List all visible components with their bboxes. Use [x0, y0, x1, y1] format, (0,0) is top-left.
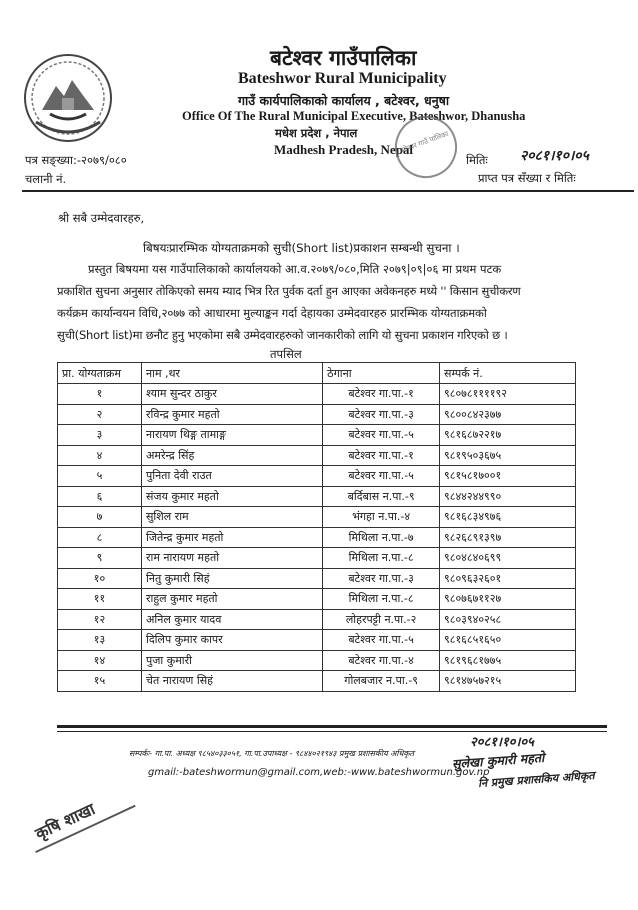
name-cell: जितेन्द्र कुमार महतो	[141, 527, 322, 548]
contact-cell: ९८००८४२३७७	[440, 404, 576, 425]
address-cell: मिथिला न.पा.-७	[323, 527, 440, 548]
name-cell: रविन्द्र कुमार महतो	[141, 404, 322, 425]
footer-divider-thick	[57, 725, 607, 728]
name-cell: अमरेन्द्र सिंह	[141, 445, 322, 466]
contact-cell: ९८१९५०३६७५	[440, 445, 576, 466]
rank-cell: ३	[58, 425, 142, 446]
contact-cell: ९८१६८५१६५०	[440, 630, 576, 651]
shortlist-table	[57, 362, 576, 692]
table-row	[58, 568, 576, 589]
rank-cell: ११	[58, 589, 142, 610]
subject-line: बिषयःप्रारम्भिक योग्यताक्रमको सुची(Short list)प्रकाशन सम्बन्धी सुचना ।	[143, 241, 460, 255]
name-cell: चेत नारायण सिहं	[141, 671, 322, 692]
name-cell: संजय कुमार महतो	[141, 486, 322, 507]
letter-reference-number: पत्र सङ्ख्या:-२०७९/०८०	[25, 153, 127, 167]
table-row	[58, 445, 576, 466]
received-letter-label: प्राप्त पत्र सँख्या र मितिः	[478, 171, 576, 185]
contact-cell: ९८१६८३४९७६	[440, 507, 576, 528]
paragraph-line-1: प्रस्तुत बिषयमा यस गाउँपालिकाको कार्यालयको आ.व.२०७९/०८०,मिति २०७९|०९|०६ मा प्रथम पटक	[88, 262, 502, 276]
paragraph-line-2: प्रकाशित सुचना अनुसार तोकिएको समय म्याद भित्र रित पुर्वक दर्ता हुन आएका अवेकनहरु मध्ये '' किसान सुचीकरण	[57, 284, 521, 298]
rank-cell: १०	[58, 568, 142, 589]
rank-cell: ९	[58, 548, 142, 569]
header-rank: प्रा. योग्यताक्रम	[58, 363, 142, 384]
address-cell: भंगहा न.पा.-४	[323, 507, 440, 528]
signatory-title: नि प्रमुख प्रशासकिय अधिकृत	[477, 768, 596, 791]
name-cell: पुनिता देवी राउत	[141, 466, 322, 487]
name-cell: पुजा कुमारी	[141, 650, 322, 671]
rank-cell: १४	[58, 650, 142, 671]
addressee: श्री सबै उम्मेदवारहरु,	[58, 211, 145, 225]
office-name-english: Office Of The Rural Municipal Executive, Bateshwor, Dhanusha	[182, 109, 526, 123]
rank-cell: ८	[58, 527, 142, 548]
office-name-nepali: गाउँ कार्यपालिकाको कार्यालय , बटेश्वर, धनुषा	[238, 93, 450, 108]
name-cell: श्याम सुन्दर ठाकुर	[141, 384, 322, 405]
name-cell: सुशिल राम	[141, 507, 322, 528]
header-address: ठेगाना	[323, 363, 440, 384]
address-cell: बटेश्वर गा.पा.-५	[323, 425, 440, 446]
table-caption: तपसिल	[270, 347, 302, 361]
footer-email-web: gmail:-bateshwormun@gmail.com,web:-www.bateshwormun.gov.np	[148, 767, 490, 778]
signature-date: २०८१।१०।०५	[470, 735, 534, 750]
paragraph-line-4: सुची(Short list)मा छनौट हुनु भएकोमा सबै उम्मेदवारहरुको जानकारीको लागि यो सुचना प्रकाशन गरिएको छ ।	[57, 328, 508, 342]
address-cell: बटेश्वर गा.पा.-५	[323, 466, 440, 487]
address-cell: मिथिला न.पा.-८	[323, 589, 440, 610]
table-row	[58, 548, 576, 569]
table-row	[58, 486, 576, 507]
rank-cell: ६	[58, 486, 142, 507]
address-cell: बटेश्वर गा.पा.-३	[323, 568, 440, 589]
address-cell: बर्दिबास न.पा.-९	[323, 486, 440, 507]
address-cell: बटेश्वर गा.पा.-१	[323, 384, 440, 405]
contact-cell: ९८०३९४०२५८	[440, 609, 576, 630]
address-cell: मिथिला न.पा.-८	[323, 548, 440, 569]
table-header-row	[58, 363, 576, 384]
rank-cell: १	[58, 384, 142, 405]
table-row	[58, 507, 576, 528]
dispatch-number-label: चलानी नं.	[25, 172, 67, 186]
name-cell: दिलिप कुमार कापर	[141, 630, 322, 651]
table-row	[58, 404, 576, 425]
date-label: मितिः	[466, 153, 488, 167]
agriculture-section-stamp	[22, 778, 147, 879]
rank-cell: ४	[58, 445, 142, 466]
contact-cell: ९८०४८४०६९९	[440, 548, 576, 569]
contact-cell: ९८०९६३२६०१	[440, 568, 576, 589]
contact-cell: ९८१९६८१७७५	[440, 650, 576, 671]
name-cell: राम नारायण महतो	[141, 548, 322, 569]
province-english: Madhesh Pradesh, Nepal	[274, 142, 414, 157]
rank-cell: १२	[58, 609, 142, 630]
name-cell: राहुल कुमार महतो	[141, 589, 322, 610]
table-row	[58, 527, 576, 548]
name-cell: अनिल कुमार यादव	[141, 609, 322, 630]
contact-cell: ९८१६८७२२१७	[440, 425, 576, 446]
table-row	[58, 425, 576, 446]
name-cell: नितु कुमारी सिहं	[141, 568, 322, 589]
header-contact: सम्पर्क नं.	[440, 363, 576, 384]
address-cell: बटेश्वर गा.पा.-५	[323, 630, 440, 651]
table-row	[58, 589, 576, 610]
rank-cell: २	[58, 404, 142, 425]
table-row	[58, 671, 576, 692]
address-cell: लोहरपट्टी न.पा.-२	[323, 609, 440, 630]
footer-contact-line: सम्पर्कः- गा.पा. अध्यक्ष ९८५४०३३०५१, गा.पा.उपाध्यक्ष - ९८४४०२१९४३ प्रमुख प्रशासकीय अधिकृत	[129, 749, 415, 758]
table-row	[58, 630, 576, 651]
contact-cell: ९८२६८९१३९७	[440, 527, 576, 548]
table-row	[58, 650, 576, 671]
rank-cell: १३	[58, 630, 142, 651]
name-cell: नारायण थिङ्ग तामाङ्ग	[141, 425, 322, 446]
date-value: २०८१।१०।०५	[520, 148, 589, 164]
contact-cell: ९८०७६७११२७	[440, 589, 576, 610]
round-stamp-text: बटेश्वर गाउँ पालिका	[399, 129, 450, 155]
rank-cell: ५	[58, 466, 142, 487]
signatory-name: सुलेखा कुमारी महतो	[451, 749, 545, 772]
table-row	[58, 384, 576, 405]
contact-cell: ९८४४२४४९९०	[440, 486, 576, 507]
address-cell: बटेश्वर गा.पा.-४	[323, 650, 440, 671]
contact-cell: ९८०७८११११९२	[440, 384, 576, 405]
table-row	[58, 466, 576, 487]
table-row	[58, 609, 576, 630]
address-cell: बटेश्वर गा.पा.-१	[323, 445, 440, 466]
header-divider	[22, 190, 634, 192]
contact-cell: ९८१५८१७००१	[440, 466, 576, 487]
rank-cell: १५	[58, 671, 142, 692]
municipality-title-nepali: बटेश्वर गाउँपालिका	[270, 46, 417, 70]
header-name: नाम ,थर	[141, 363, 322, 384]
municipality-title-english: Bateshwor Rural Municipality	[238, 70, 447, 87]
nepal-emblem-logo	[22, 52, 114, 144]
contact-cell: ९८१४७५७२१५	[440, 671, 576, 692]
address-cell: बटेश्वर गा.पा.-३	[323, 404, 440, 425]
paragraph-line-3: कर्यक्रम कार्यान्वयन विधि,२०७७ को आधारमा मुल्याङ्कन गर्दा देहायका उम्मेदवारहरु प्रारम्भिक योग्यताक्रमको	[57, 306, 487, 320]
province-nepali: मधेश प्रदेश , नेपाल	[275, 126, 358, 140]
address-cell: गोलबजार न.पा.-९	[323, 671, 440, 692]
corner-stamp-text: कृषि शाखा	[22, 778, 135, 853]
rank-cell: ७	[58, 507, 142, 528]
